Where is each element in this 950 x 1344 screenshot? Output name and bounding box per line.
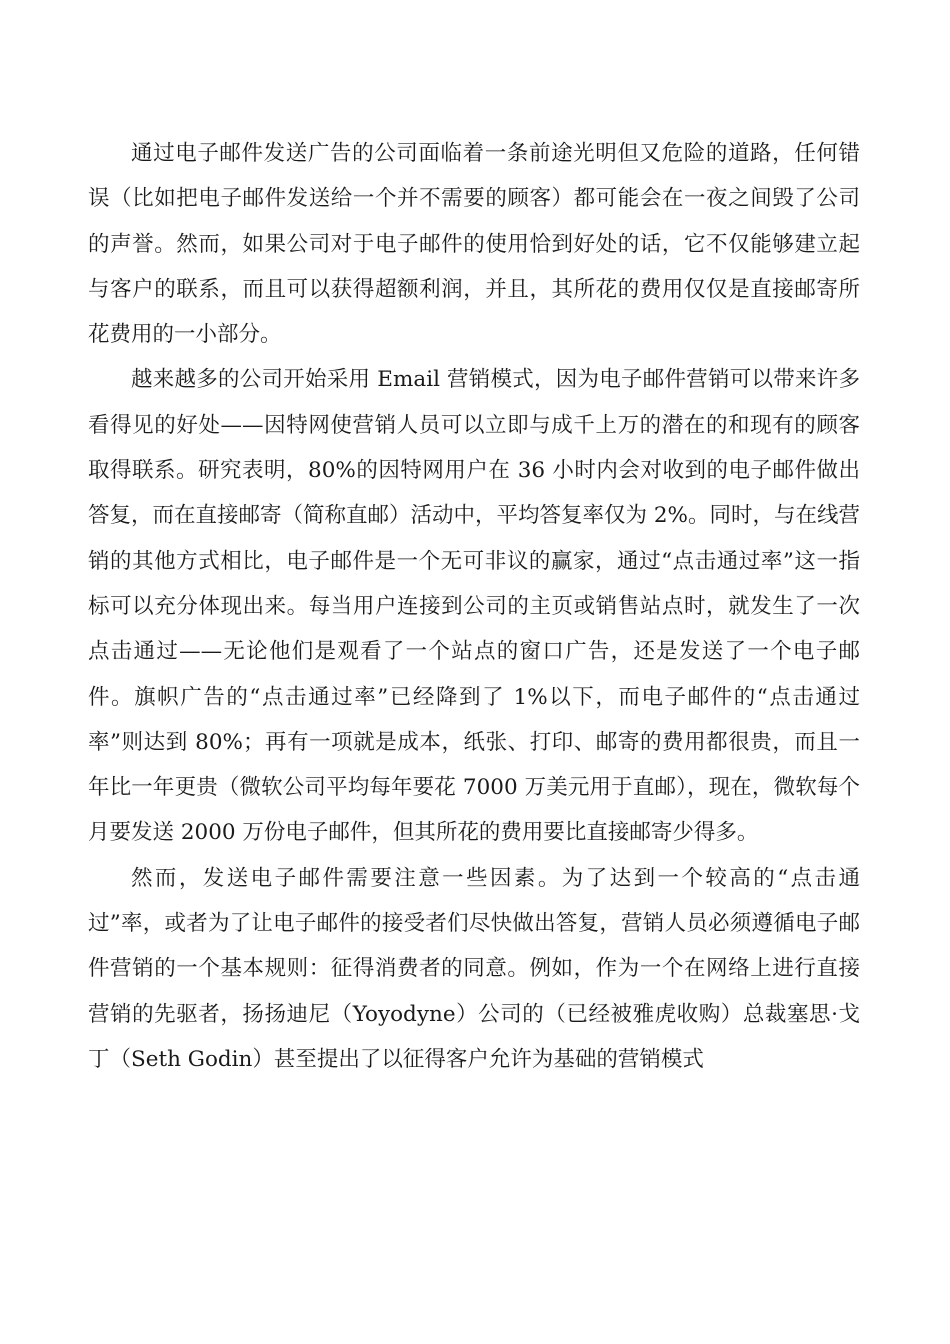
paragraph-email-marketing-benefits: 越来越多的公司开始采用 Email 营销模式，因为电子邮件营销可以带来许多看得见的好处——因特网使营销人员可以立即与成千上万的潜在的和现有的顾客取得联系。研究表明，80%的因特网用户在 36 小时内会对收到的电子邮件做出答复，而在直接邮寄（简称直邮）活动中，平均答复率仅为 2%。同时，与在线营销的其他方式相比，电子邮件是一个无可非议的赢家，通过“点击通过率”这一指标可以充分体现出来。每当用户连接到公司的主页或销售站点时，就发生了一次点击通过——无论他们是观看了一个站点的窗口广告，还是发送了一个电子邮件。旗帜广告的“点击通过率”已经降到了 1%以下，而电子邮件的“点击通过率”则达到 80%；再有一项就是成本，纸张、打印、邮寄的费用都很贵，而且一年比一年更贵（微软公司平均每年要花 7000 万美元用于直邮），现在，微软每个月要发送 2000 万份电子邮件，但其所花的费用要比直接邮寄少得多。 [88,367,860,846]
paragraph-permission-marketing: 然而，发送电子邮件需要注意一些因素。为了达到一个较高的“点击通过”率，或者为了让电子邮件的接受者们尽快做出答复，营销人员必须遵循电子邮件营销的一个基本规则：征得消费者的同意。例如，作为一个在网络上进行直接营销的先驱者，扬扬迪尼（Yoyodyne）公司的（已经被雅虎收购）总裁塞思·戈丁（Seth Godin）甚至提出了以征得客户允许为基础的营销模式 [88,865,860,1072]
document-body [88,131,860,1082]
paragraph-email-advertising-risk: 通过电子邮件发送广告的公司面临着一条前途光明但又危险的道路，任何错误（比如把电子邮件发送给一个并不需要的顾客）都可能会在一夜之间毁了公司的声誉。然而，如果公司对于电子邮件的使用恰到好处的话，它不仅能够建立起与客户的联系，而且可以获得超额利润，并且，其所花的费用仅仅是直接邮寄所花费用的一小部分。 [88,141,860,348]
